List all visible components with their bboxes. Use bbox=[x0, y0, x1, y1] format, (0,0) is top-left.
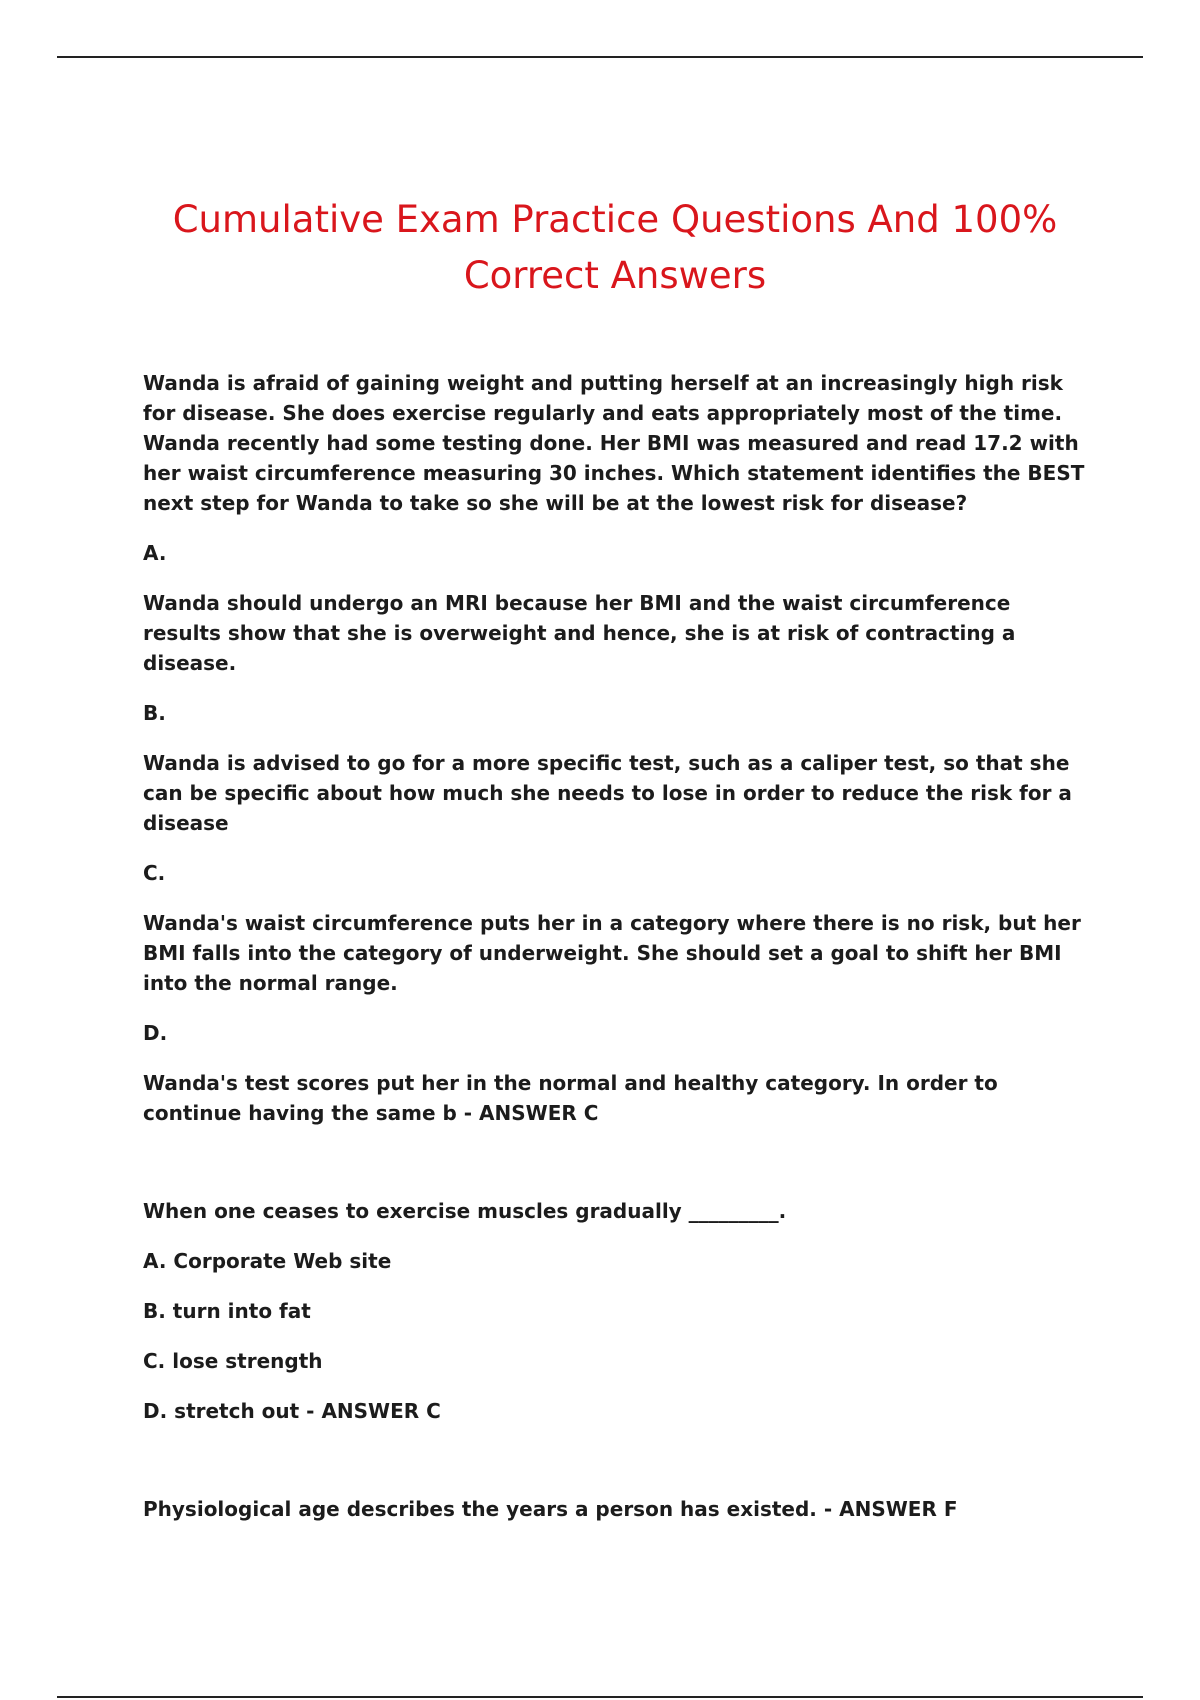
option-a: A. Corporate Web site bbox=[143, 1249, 392, 1273]
option-label-d: D. bbox=[143, 1021, 168, 1045]
option-text-b: Wanda is advised to go for a more specific test, such as a caliper test, so that she can be specific about how much she needs to lose in order to reduce the risk for a disease bbox=[143, 751, 1072, 835]
option-text-d: Wanda's test scores put her in the normal and healthy category. In order to continue having the same b - ANSWER C bbox=[143, 1071, 998, 1125]
option-label-c: C. bbox=[143, 861, 166, 885]
option-text-c: Wanda's waist circumference puts her in a category where there is no risk, but her BMI falls into the category of underweight. She should set a goal to shift her BMI into the normal range. bbox=[143, 911, 1081, 995]
top-rule bbox=[57, 56, 1143, 58]
question-1 bbox=[143, 368, 1088, 1128]
option-c: C. lose strength bbox=[143, 1349, 323, 1373]
question-spacer bbox=[143, 1446, 1088, 1494]
document-body bbox=[143, 368, 1088, 1544]
option-b: B. turn into fat bbox=[143, 1299, 311, 1323]
question-2 bbox=[143, 1196, 1088, 1426]
bottom-rule bbox=[57, 1696, 1143, 1698]
document-title: Cumulative Exam Practice Questions And 100% Correct Answers bbox=[172, 198, 1058, 297]
option-label-b: B. bbox=[143, 701, 166, 725]
option-text-a: Wanda should undergo an MRI because her BMI and the waist circumference results show that she is overweight and hence, she is at risk of contracting a disease. bbox=[143, 591, 1016, 675]
question-spacer bbox=[143, 1148, 1088, 1196]
option-d: D. stretch out - ANSWER C bbox=[143, 1399, 441, 1423]
question-stem: Wanda is afraid of gaining weight and putting herself at an increasingly high risk for disease. She does exercise regularly and eats appropriately most of the time. Wanda recently had some testing done. Her BMI was measured and read 17.2 with her waist circumference measuring 30 inches. Which statement identifies the BEST next step for Wanda to take so she will be at the lowest risk for disease? bbox=[143, 371, 1085, 515]
question-3 bbox=[143, 1494, 1088, 1524]
option-label-a: A. bbox=[143, 541, 167, 565]
question-stem: Physiological age describes the years a person has existed. - ANSWER F bbox=[143, 1497, 958, 1521]
question-stem: When one ceases to exercise muscles gradually _________. bbox=[143, 1199, 787, 1223]
